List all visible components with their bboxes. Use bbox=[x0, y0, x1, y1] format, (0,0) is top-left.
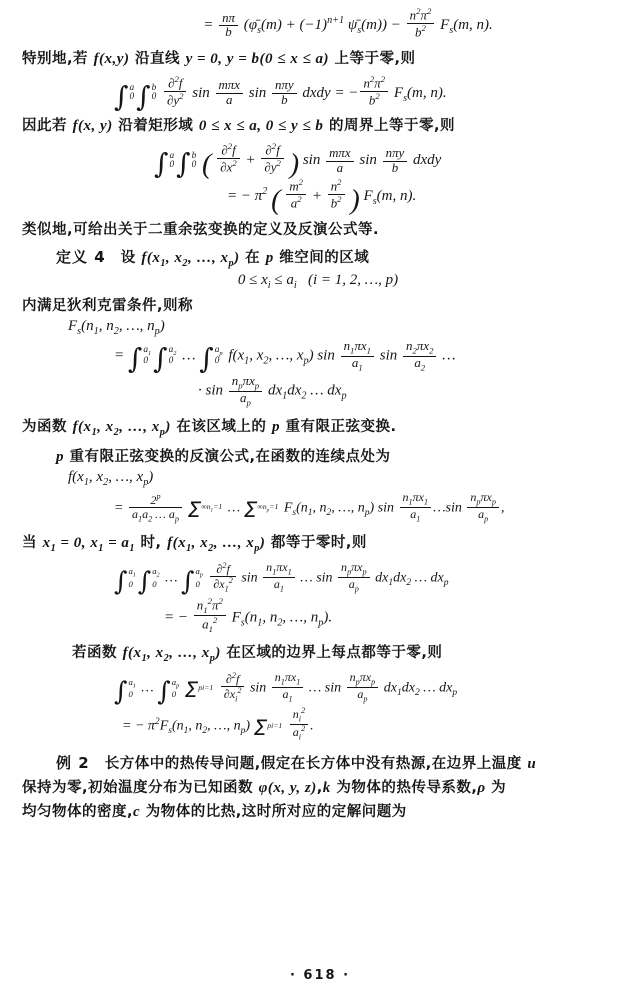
paragraph-text: 当 $x_1 = 0$, $x_1 = a_1$ 时, $f(x_1$, $x_2$, …, $x_p$) 都等于零时,则 bbox=[22, 534, 367, 554]
document-page bbox=[0, 7, 640, 995]
example-2 bbox=[0, 752, 640, 821]
paragraph-text: 特别地,若 f(x,y) 沿直线 y = 0, y = b(0 ≤ x ≤ a) 上等于零,则 bbox=[22, 50, 416, 67]
equation-2 bbox=[0, 141, 640, 216]
paragraph-8 bbox=[0, 641, 640, 664]
example-line: 保持为零,初始温度分布为已知函数 φ(x, y, z),k 为物体的热传导系数,ρ 为 bbox=[22, 780, 507, 797]
equation-line: $f(x_1$, $x_2$, …, $x_p$) bbox=[68, 468, 154, 488]
paragraph-3 bbox=[0, 218, 640, 239]
definition-line: 定义 4 设 $f(x_1$, $x_2$, …, $x_p$) 在 p 维空间的区域 bbox=[56, 247, 370, 269]
equation-line: = − $\frac{n_1^2\pi^2}{a_1^2}$ $F_s(n_1$, $n_2$, …, $n_p$). bbox=[164, 595, 333, 634]
equation-line: ∫ a 0 ∫ b 0 ( $\frac{\partial^2f}{\partial x^2}$ + $\frac{\partial^2f}{\partial y^2}$ ) sin $\frac{\text{mπx}}{a}$ sin $\frac{\text{nπy}}{b}$ dxdy bbox=[154, 141, 442, 181]
paragraph-text: 内满足狄利克雷条件,则称 bbox=[22, 297, 194, 314]
equation-line: = $\frac{n\pi}{b}$ ($\varphī_s(m) + (-1)^{n+1}$ $\psī_s(m)$) − $\frac{n^2\pi^2}{b^2}$ $F_s(m$, n). bbox=[203, 6, 493, 40]
paragraph-text: 为函数 $f(x_1$, $x_2$, …, $x_p$) 在该区域上的 p 重有限正弦变换. bbox=[22, 418, 397, 438]
equation-4 bbox=[0, 469, 640, 524]
paragraph-text: 若函数 $f(x_1$, $x_2$, …, $x_p$) 在区域的边界上每点都等于零,则 bbox=[72, 645, 443, 665]
equation-line: ∫ a 0 ∫ b 0 $\frac{\partial^2f}{\partial y^2}$ sin $\frac{\text{mπx}}{a}$ sin $\frac{\text{nπy}}{b}$ dxdy = − $\frac{n^2\pi^2}{b^2}$ $F_s(m$, n). bbox=[114, 73, 447, 113]
equation-line: $F_s(n_1$, $n_2$, …, $n_p$) bbox=[68, 317, 165, 337]
equation-line: ∫ $a_1$ 0 ∫ $a_2$ 0 … ∫ $a_p$ 0 $\frac{\partial^2f}{\partial x_1^2}$ sin $\frac{n_1\pi x_1}{a_1}$ … sin $\frac{n_p\pi x_p}{a_p}$ $dx_1dx_2$ … $dx_p$ bbox=[114, 559, 449, 597]
example-label: 例 2 bbox=[56, 754, 90, 773]
paragraph-7 bbox=[0, 531, 640, 554]
definition-label: 定义 4 bbox=[56, 247, 106, 266]
equation-line: = − $\pi^2$ ( $\frac{m^2}{a^2}$ + $\frac{n^2}{b^2}$ ) $F_s(m$, n). bbox=[227, 177, 417, 216]
equation-line: = $\frac{2^p}{a_1a_2 \dots a_p}$ $\Sigma\infty n_1=1$ … $\Sigma\infty n_p=1$ $F_s(n_1$, $n_2$, …, $n_p$) sin $\frac{n_1\pi x_1}{a_1}$ …sin $\frac{n_p\pi x_p}{a_p}$ , bbox=[114, 489, 505, 524]
equation-line: · sin $\frac{n_p\pi x_p}{a_p}$ $dx_1dx_2$ … $dx_p$ bbox=[198, 374, 347, 408]
equation-1 bbox=[0, 73, 640, 113]
example-line: 均匀物体的密度,c 为物体的比热,这时所对应的定解问题为 bbox=[22, 804, 407, 821]
equation-line: = ∫ $a_1$ 0 ∫ $a_2$ 0 … ∫ $a_p$ 0 $f(x_1$, $x_2$, …, $x_p$) sin $\frac{n_1\pi x_1}{a_1}$ sin $\frac{n_2\pi x_2}{a_2}$ … bbox=[114, 338, 456, 376]
paragraph-text: 类似地,可给出关于二重余弦变换的定义及反演公式等. bbox=[22, 221, 380, 238]
equation-line: ∫ $a_1$ 0 … ∫ $a_p$ 0 Σpi=1 $\frac{\partial^2f}{\partial x_i^2}$ sin $\frac{n_1\pi x_1}{a_1}$ … sin $\frac{n_p\pi x_p}{a_p}$ $dx_1dx_2$ … $dx_p$ bbox=[114, 670, 458, 707]
example-line: 例 2 长方体中的热传导问题,假定在长方体中没有热源,在边界上温度 u bbox=[56, 754, 537, 773]
definition-4 bbox=[0, 246, 640, 291]
paragraph-1 bbox=[0, 47, 640, 68]
equation-6 bbox=[0, 671, 640, 742]
paragraph-text: 因此若 f(x, y) 沿着矩形域 0 ≤ x ≤ a, 0 ≤ y ≤ b 的周界上等于零,则 bbox=[22, 118, 455, 135]
equation-top bbox=[0, 7, 640, 40]
paragraph-6 bbox=[0, 445, 640, 466]
definition-domain: $0 \le x_i \le a_i$ (i = 1, 2, …, p) bbox=[237, 271, 399, 291]
page-number: · 618 · bbox=[289, 968, 351, 983]
equation-5 bbox=[0, 561, 640, 634]
paragraph-5 bbox=[0, 415, 640, 438]
equation-line: = − $\pi^2F_s(n_1$, $n_2$, …, $n_p$) Σpi=1 $\frac{n_i^2}{a_i^2}$ . bbox=[122, 706, 314, 742]
paragraph-4 bbox=[0, 294, 640, 315]
paragraph-2 bbox=[0, 114, 640, 135]
equation-3 bbox=[0, 318, 640, 408]
paragraph-text: p 重有限正弦变换的反演公式,在函数的连续点处为 bbox=[56, 448, 391, 465]
